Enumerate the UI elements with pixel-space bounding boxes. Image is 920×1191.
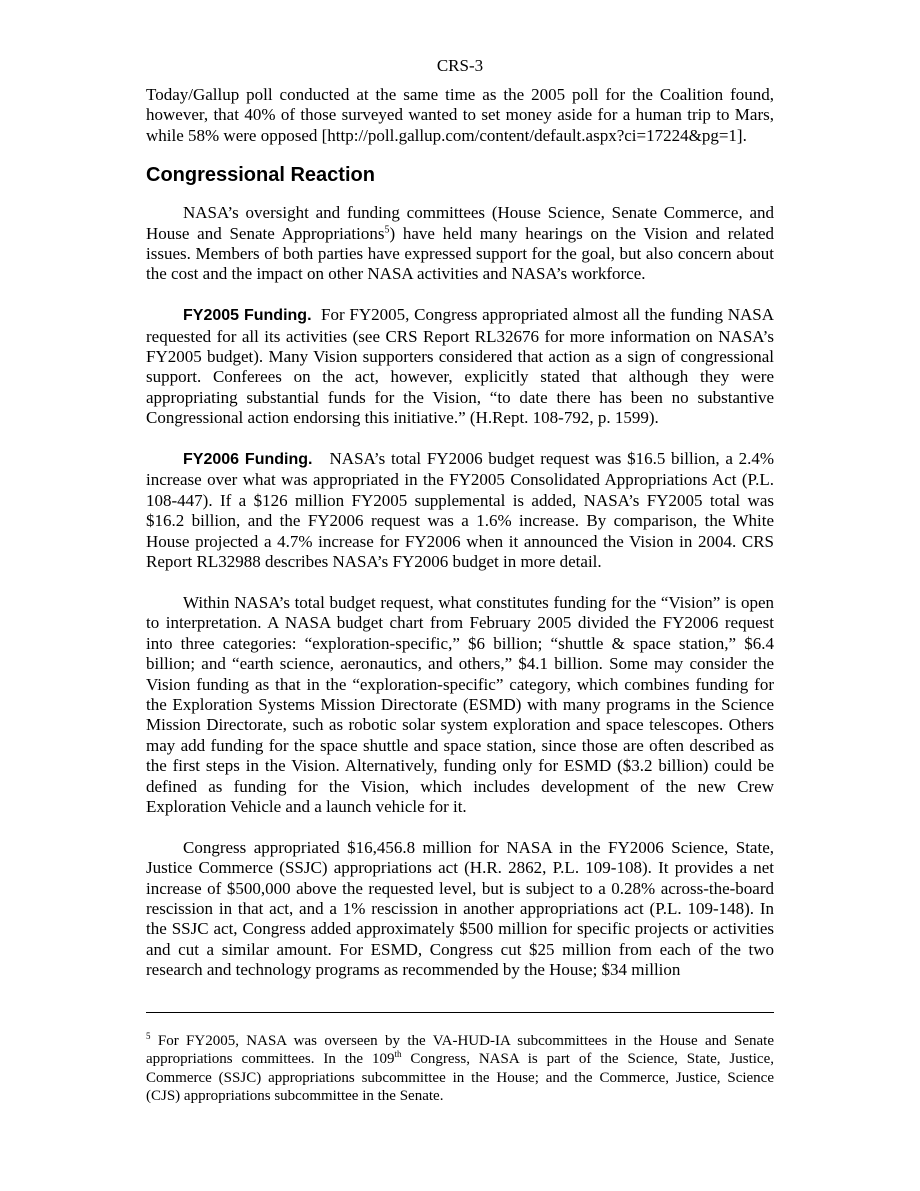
section-heading: Congressional Reaction — [146, 164, 375, 187]
footnote-divider — [146, 1012, 774, 1013]
footnote — [146, 1032, 774, 1106]
footnote-text-start: For FY2005, NASA was overseen by the VA-HUD-IA subcommittees in the House and Senate appropriations committees. In the 109 — [146, 1032, 774, 1068]
footnote-reference: 5 — [384, 223, 390, 235]
fy2006-heading: FY2006 Funding. — [183, 451, 313, 469]
congressional-reaction-paragraph — [146, 203, 774, 285]
page-number: CRS-3 — [436, 56, 484, 75]
fy2005-text: For FY2005, Congress appropriated almost all the funding NASA requested for all its activities (see CRS Report RL32676 for more information on NASA’s FY2005 budget). Many Vision supporters considered that action as a sign of congressional support. Conferees on the act, however, explicitly stated that although they were appropriating substantial funds for the Vision, “to date there has been no substantive Congressional action endorsing this initiative.” (H.Rept. 108-792, p. 1599). — [146, 305, 775, 428]
fy2006-text: NASA’s total FY2006 budget request was $16.5 billion, a 2.4% increase over what was appropriated in the FY2005 Consolidated Appropriations Act (P.L. 108-447). If a $126 million FY2005 supplemental is added, NASA’s FY2005 total was $16.2 billion, and the FY2006 request was a 1.6% increase. By comparison, the White House projected a 4.7% increase for FY2006 when it announced the Vision in 2004. CRS Report RL32988 describes NASA’s FY2006 budget in more detail. — [146, 449, 775, 572]
intro-paragraph: Today/Gallup poll conducted at the same time as the 2005 poll for the Coalition found, however, that 40% of those surveyed wanted to set money aside for a human trip to Mars, while 58% were opposed [http://poll.gallup.com/content/default.aspx?ci=17224&pg=1]. — [146, 85, 774, 145]
fy2005-paragraph — [146, 305, 774, 428]
footnote-text-end: Congress, NASA is part of the Science, State, Justice, Commerce (SSJC) appropriations subcommittee in the House; and the Commerce, Justice, Science (CJS) appropriations subcommittee in the Senate. — [146, 1051, 774, 1105]
footnote-number: 5 — [146, 1030, 151, 1041]
vision-funding-paragraph: Within NASA’s total budget request, what constitutes funding for the “Vision” is open to interpretation. A NASA budget chart from February 2005 divided the FY2006 request into three categories: “exploration-specific,” $6 billion; “shuttle & space station,” $6.4 billion; and “earth science, aeronautics, and others,” $4.1 billion. Some may consider the Vision funding as that in the “exploration-specific” category, which combines funding for the Exploration Systems Mission Directorate (ESMD) with many programs in the Science Mission Directorate, such as robotic solar system exploration and space telescopes. Others may add funding for the space shuttle and space station, since those are often described as the first steps in the Vision. Alternatively, funding only for ESMD ($3.2 billion) could be defined as funding for the Vision, which includes development of the new Crew Exploration Vehicle and a launch vehicle for it. — [146, 592, 774, 816]
reaction-text-start: NASA’s oversight and funding committees (House Science, Senate Commerce, and House and Senate Appropriations — [146, 203, 774, 243]
congress-appropriation-paragraph: Congress appropriated $16,456.8 million for NASA in the FY2006 Science, State, Justice Commerce (SSJC) appropriations act (H.R. 2862, P.L. 109-108). It provides a net increase of $500,000 above the requested level, but is subject to a 0.28% across-the-board rescission in that act, and a 1% rescission in another appropriations act (P.L. 109-148). In the SSJC act, Congress added approximately $500 million for specific projects or activities and cut a similar amount. For ESMD, Congress cut $25 million from each of the two research and technology programs as recommended by the House; $34 million — [146, 837, 774, 980]
document-page — [146, 56, 774, 1106]
fy2006-paragraph — [146, 449, 774, 572]
reaction-text-end: ) have held many hearings on the Vision and related issues. Members of both parties have expressed support for the goal, but also concern about the cost and the impact on other NASA activities and NASA’s workforce. — [146, 223, 774, 284]
fy2005-heading: FY2005 Funding. — [183, 307, 312, 325]
footnote-ordinal-suffix: th — [394, 1049, 402, 1060]
